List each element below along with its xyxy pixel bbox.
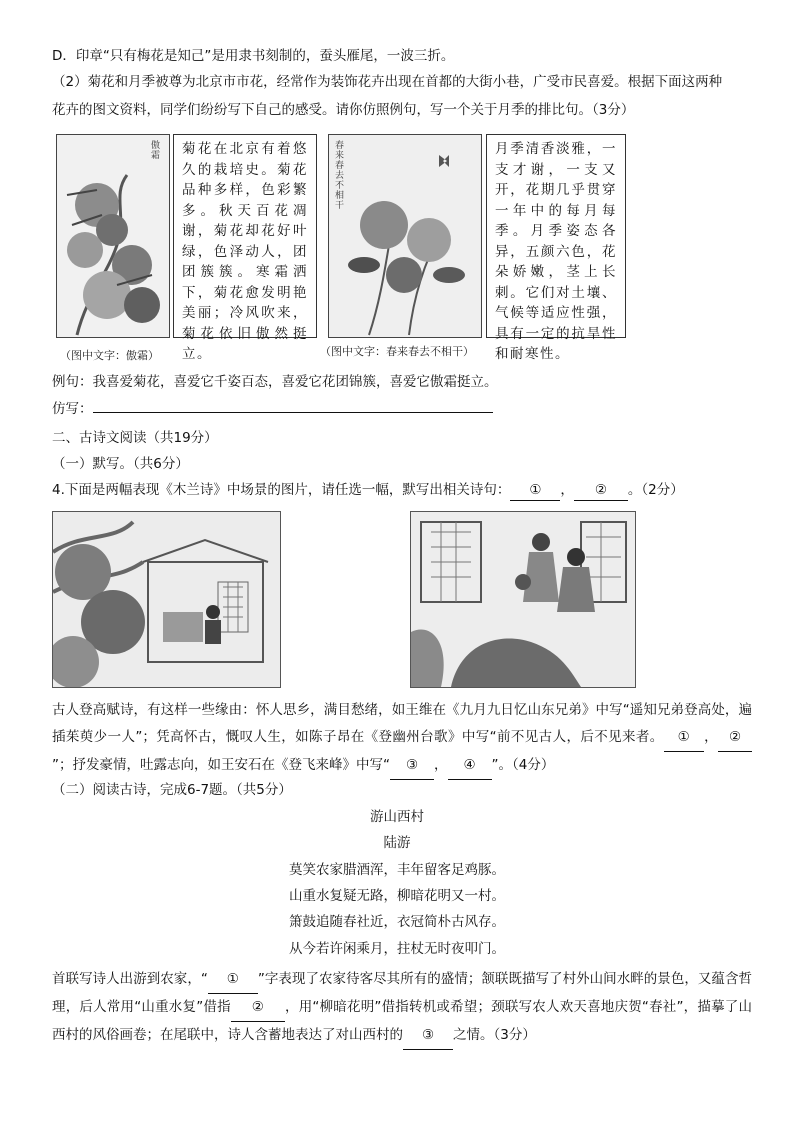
q6-part-a: 首联写诗人出游到农家，“ (52, 971, 208, 987)
mulan-picture-dressing (410, 511, 636, 688)
rose-painting-art (329, 135, 481, 337)
poem-author: 陆游 (383, 835, 411, 851)
q4-prefix: 4.下面是两幅表现《木兰诗》中场景的图片，请任选一幅，默写出相关诗句： (52, 482, 511, 498)
q4-prompt (52, 480, 754, 501)
option-d: D．印章“只有梅花是知己”是用隶书刻制的，蚕头雁尾，一波三折。 (52, 48, 455, 64)
chrysanthemum-painting-art (57, 135, 169, 337)
q6-part-e: 摹了山西村的风俗画卷；在尾联中，诗人含蓄地表达了对山西村的 (52, 999, 752, 1043)
poem-line-4: 从今若许闲乘月，拄杖无时夜叩门。 (289, 941, 505, 957)
mulan-picture-weaving-art (53, 512, 280, 687)
q6-blank-1[interactable]: ① (208, 966, 258, 994)
imitate-label: 仿写： (52, 401, 93, 417)
q6-paragraph (52, 966, 752, 1050)
imitate-answer-field[interactable] (93, 398, 493, 413)
q4-blank-2[interactable]: ② (574, 480, 628, 501)
mulan-picture-weaving (52, 511, 281, 688)
q4-blank-1[interactable]: ① (510, 480, 560, 501)
q5-end: ”。（4分） (491, 757, 555, 773)
q4-separator: ， (560, 482, 574, 498)
q6-part-b: ”字表现了农家待客尽其所有的盛情；颔联既描写了村外山间水畔的景色，又蕴 (257, 971, 725, 987)
q6-part-c: 含哲理，后人常用“山重水复”借指 (52, 971, 753, 1015)
q5-blank-2[interactable]: ② (718, 724, 752, 752)
q5-middle: ”；抒发豪情，吐露志向，如王安石在《登飞来峰》中写“ (52, 757, 390, 773)
poem-line-3: 箫鼓追随春社近，衣冠简朴古风存。 (289, 914, 505, 930)
poem-line-1: 莫笑农家腊酒浑，丰年留客足鸡豚。 (289, 862, 505, 878)
q5-line1: 古人登高赋诗，有这样一些缘由：怀人思乡，满目愁绪，如王维在《九月九日忆山东兄弟》中写“遥知兄弟登高 (52, 702, 712, 718)
q6-blank-3[interactable]: ③ (403, 1022, 453, 1050)
q5-separator-1: ， (703, 729, 719, 745)
q6-blank-2[interactable]: ② (231, 994, 285, 1022)
q5-separator-2: ， (434, 757, 448, 773)
imitate-row (52, 398, 754, 419)
q5-line2: 处，遍插茱萸少一人”；凭高怀古，慨叹人生，如陈子昂在《登幽州台歌》中写“前不见古人，后不见来者。 (52, 702, 753, 745)
q6-part-f: 之情。（3分） (453, 1027, 536, 1043)
section2-title: 二、古诗文阅读（共19分） (52, 430, 218, 446)
q5-blank-3[interactable]: ③ (390, 752, 434, 780)
part1-title: （一）默写。（共6分） (52, 456, 189, 472)
q2-line1: （2）菊花和月季被尊为北京市市花，经常作为装饰花卉出现在首都的大街小巷，广受市民喜爱。根据下面这两种 (52, 74, 723, 90)
part2-title: （二）阅读古诗，完成6-7题。（共5分） (52, 782, 292, 798)
example-sentence: 例句：我喜爱菊花，喜爱它千姿百态，喜爱它花团锦簇，喜爱它傲霜挺立。 (52, 374, 498, 390)
q5-blank-1[interactable]: ① (664, 724, 704, 752)
chrysanthemum-painting (56, 134, 170, 338)
mulan-picture-dressing-art (411, 512, 635, 687)
poem-title: 游山西村 (370, 809, 424, 825)
q5-paragraph (52, 697, 752, 780)
poem-line-2: 山重水复疑无路，柳暗花明又一村。 (289, 888, 505, 904)
caption-rose: （图中文字：春来春去不相干） (320, 345, 474, 358)
q6-part-d: ，用“柳暗花明”借指转机或希望；颈联写农人欢天喜地庆贺“春社”，描 (284, 999, 712, 1015)
rose-text: 月季清香淡雅，一支才谢，一支又开，花期几乎贯穿一年中的每月每季。月季姿态各异，五颜六色，花朵娇嫩，茎上长刺。它们对土壤、气候等适应性强，具有一定的抗旱性和耐寒性。 (486, 134, 626, 338)
rose-painting (328, 134, 482, 338)
q2-line2: 花卉的图文资料，同学们纷纷写下自己的感受。请你仿照例句，写一个关于月季的排比句。（3分） (52, 102, 635, 118)
q5-blank-4[interactable]: ④ (448, 752, 492, 780)
caption-chrysanthemum: （图中文字：傲霜） (60, 349, 159, 362)
painting1-inscription: 傲霜 (151, 141, 161, 161)
painting2-inscription: 春来春去不相干 (335, 141, 345, 211)
q4-suffix: 。（2分） (627, 482, 684, 498)
chrysanthemum-text: 菊花在北京有着悠久的栽培史。菊花品种多样，色彩繁多。秋天百花凋谢，菊花却花好叶绿，色泽动人，团团簇簇。寒霜洒下，菊花愈发明艳美丽；冷风吹来，菊花依旧傲然挺立。 (173, 134, 317, 338)
